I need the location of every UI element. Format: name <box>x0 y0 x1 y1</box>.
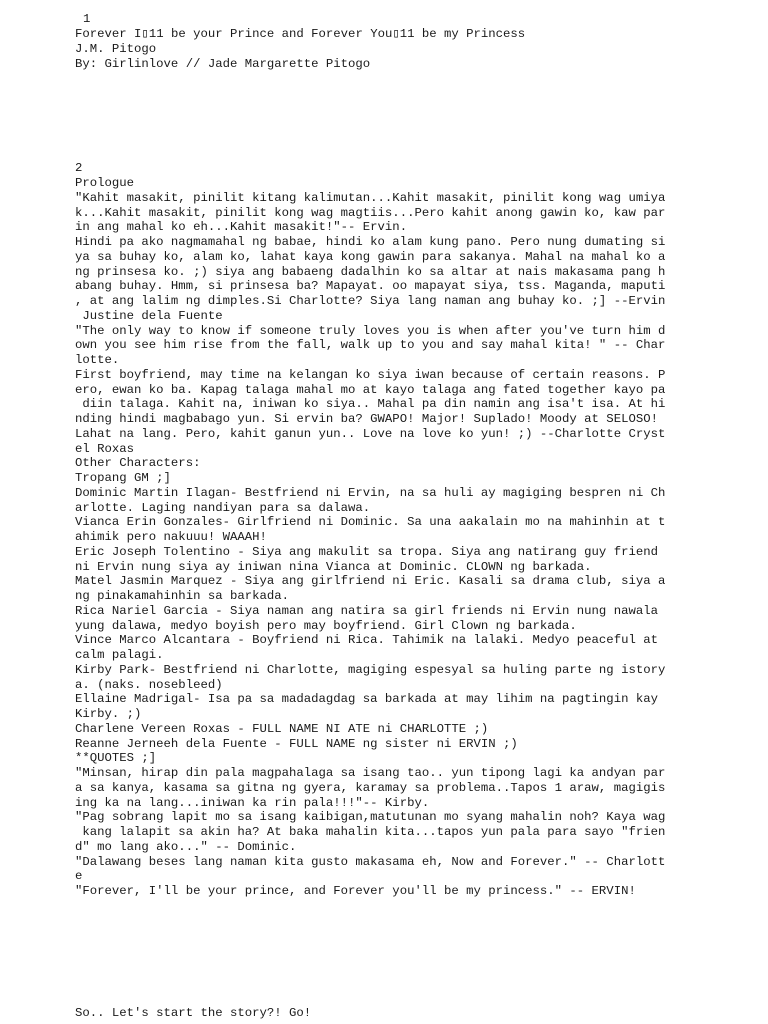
text-line: ero, ewan ko ba. Kapag talaga mahal mo at kayo talaga ang fated together kayo pa <box>75 382 666 397</box>
text-line: Other Characters: <box>75 456 201 471</box>
text-line: Reanne Jerneeh dela Fuente - FULL NAME ng sister ni ERVIN ;) <box>75 736 518 751</box>
text-line: arlotte. Laging nandiyan para sa dalawa. <box>75 500 371 515</box>
text-line: el Roxas <box>75 441 135 456</box>
text-line: "The only way to know if someone truly loves you is when after you've turn him d <box>75 323 666 338</box>
text-line: ing ka na lang...iniwan ka rin pala!!!"-- Kirby. <box>75 795 430 810</box>
text-line: nding hindi magbabago yun. Si ervin ba? GWAPO! Major! Suplado! Moody at SELOSO! <box>75 412 658 426</box>
text-line: Justine dela Fuente <box>75 308 223 323</box>
text-line: Matel Jasmin Marquez - Siya ang girlfriend ni Eric. Kasali sa drama club, siya a <box>75 574 666 589</box>
text-line: , at ang lalim ng dimples.Si Charlotte? Siya lang naman ang buhay ko. ;] --Ervin <box>75 294 666 308</box>
text-line: ng pinakamahinhin sa barkada. <box>75 589 290 603</box>
text-line: **QUOTES ;] <box>75 751 157 766</box>
document-title: Forever I▯11 be your Prince and Forever You▯11 be my Princess <box>75 27 526 41</box>
text-line: Vianca Erin Gonzales- Girlfriend ni Dominic. Sa una aakalain mo na mahinhin at t <box>75 515 666 530</box>
text-line: own you see him rise from the fall, walk up to you and say mahal kita! " -- Char <box>75 338 666 353</box>
text-line: Ellaine Madrigal- Isa pa sa madadagdag sa barkada at may lihim na pagtingin kay <box>75 692 658 707</box>
text-line: calm palagi. <box>75 648 164 662</box>
text-line: ahimik pero nakuuu! WAAAH! <box>75 530 267 544</box>
text-line: lotte. <box>75 353 120 367</box>
text-line: "Forever, I'll be your prince, and Forever you'll be my princess." -- ERVIN! <box>75 884 636 898</box>
text-line: ng prinsesa ko. ;) siya ang babaeng dadalhin ko sa altar at nais makasama pang h <box>75 264 666 279</box>
text-line: Vince Marco Alcantara - Boyfriend ni Rica. Tahimik na lalaki. Medyo peaceful at <box>75 633 658 648</box>
text-line: a sa kanya, kasama sa gitna ng gyera, karamay sa problema..Tapos 1 araw, magigis <box>75 780 666 795</box>
text-line: ya sa buhay ko, alam ko, lahat kaya kong gawin para sakanya. Mahal na mahal ko a <box>75 249 666 264</box>
text-line: e <box>75 869 83 884</box>
page-number-1: 1 <box>83 12 91 26</box>
page-number-2: 2 <box>75 161 83 175</box>
text-line: "Dalawang beses lang naman kita gusto makasama eh, Now and Forever." -- Charlott <box>75 854 666 869</box>
text-line: Hindi pa ako nagmamahal ng babae, hindi ko alam kung pano. Pero nung dumating si <box>75 235 666 249</box>
text-line: "Kahit masakit, pinilit kitang kalimutan...Kahit masakit, pinilit kong wag umiya <box>75 190 666 205</box>
text-line: Kirby. ;) <box>75 707 142 721</box>
text-line: abang buhay. Hmm, si prinsesa ba? Mapayat. oo mapayat siya, tss. Maganda, maputi <box>75 279 666 294</box>
text-line: kang lalapit sa akin ha? At baka mahalin kita...tapos yun pala para sayo "frien <box>75 825 666 839</box>
text-line: a. (naks. nosebleed) <box>75 677 223 692</box>
text-line: Kirby Park- Bestfriend ni Charlotte, magiging espesyal sa huling parte ng istory <box>75 662 666 677</box>
text-line: ni Ervin nung siya ay iniwan nina Vianca at Dominic. CLOWN ng barkada. <box>75 559 592 574</box>
text-line: Tropang GM ;] <box>75 471 171 485</box>
text-line: Charlene Vereen Roxas - FULL NAME NI ATE ni CHARLOTTE ;) <box>75 721 489 736</box>
text-line: "Pag sobrang lapit mo sa isang kaibigan,matutunan mo syang mahalin noh? Kaya wag <box>75 810 666 825</box>
text-line: "Minsan, hirap din pala magpahalaga sa isang tao.. yun tipong lagi ka andyan par <box>75 766 666 780</box>
text-line: Lahat na lang. Pero, kahit ganun yun.. Love na love ko yun! ;) --Charlotte Cryst <box>75 426 666 441</box>
text-line: in ang mahal ko eh...Kahit masakit!"-- Ervin. <box>75 220 408 235</box>
text-line: Eric Joseph Tolentino - Siya ang makulit sa tropa. Siya ang natirang guy friend <box>75 544 658 559</box>
author-byline: By: Girlinlove // Jade Margarette Pitogo <box>75 57 371 71</box>
text-line: k...Kahit masakit, pinilit kong wag magtiis...Pero kahit anong gawin ko, kaw par <box>75 205 666 220</box>
text-line: Prologue <box>75 176 135 190</box>
text-line: diin talaga. Kahit na, iniwan ko siya.. Mahal pa din namin ang isa't isa. At hi <box>75 397 666 412</box>
closing-line: So.. Let's start the story?! Go! <box>75 1006 312 1020</box>
text-line: d" mo lang ako..." -- Dominic. <box>75 839 297 854</box>
author-name: J.M. Pitogo <box>75 42 157 56</box>
text-line: yung dalawa, medyo boyish pero may boyfriend. Girl Clown ng barkada. <box>75 618 577 633</box>
text-line: First boyfriend, may time na kelangan ko siya iwan because of certain reasons. P <box>75 367 666 382</box>
text-line: Dominic Martin Ilagan- Bestfriend ni Ervin, na sa huli ay magiging bespren ni Ch <box>75 485 666 500</box>
text-line: Rica Nariel Garcia - Siya naman ang natira sa girl friends ni Ervin nung nawala <box>75 603 658 618</box>
